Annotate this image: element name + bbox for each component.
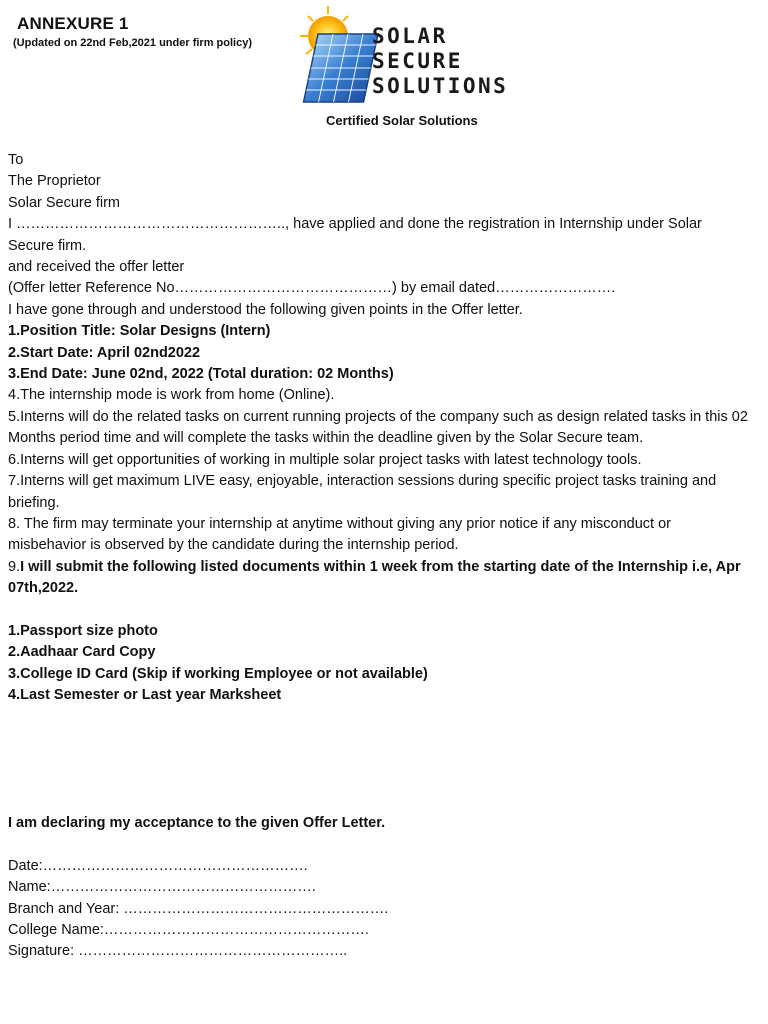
letter-intro: I ……………………………………………….., have applied and done the registration in Internship under Solar Secure firm. — [8, 216, 702, 254]
document-item: 2.Aadhaar Card Copy — [8, 644, 156, 661]
acceptance-declaration: I am declaring my acceptance to the given Offer Letter. — [8, 814, 386, 831]
point9-text: I will submit the following listed documents within 1 week from the starting date of the Internship i.e, Apr 07th,2022. — [8, 558, 741, 597]
letter-firm: Solar Secure firm — [8, 194, 121, 211]
point9-number: 9. — [8, 558, 21, 575]
point-position-title: 1.Position Title: Solar Designs (Intern) — [8, 323, 271, 340]
field-branch-year: Branch and Year: ………………………………………………. — [8, 900, 389, 917]
point-termination: 8. The firm may terminate your internship at anytime without giving any prior notice if any misconduct or misbehavior is observed by the candidate during the internship period. — [8, 515, 671, 554]
point-documents-submission — [8, 557, 750, 600]
field-college-name: College Name:………………………………………………. — [8, 921, 369, 938]
point-end-date: 3.End Date: June 02nd, 2022 (Total duration: 02 Months) — [8, 366, 394, 383]
document-item: 1.Passport size photo — [8, 622, 158, 639]
field-signature: Signature: ……………………………………………….. — [8, 943, 348, 960]
annexure-subtitle: (Updated on 22nd Feb,2021 under firm policy) — [13, 37, 252, 49]
brand-line-3: SOLUTIONS — [372, 74, 509, 98]
point-start-date: 2.Start Date: April 02nd2022 — [8, 344, 201, 361]
field-name: Name:………………………………………………. — [8, 879, 316, 896]
letter-to: To — [8, 152, 24, 168]
letter-body — [8, 150, 750, 963]
document-item: 4.Last Semester or Last year Marksheet — [8, 687, 282, 704]
point-tasks: 5.Interns will do the related tasks on current running projects of the company such as design related tasks in this 02 Months period time and will complete the tasks within the deadline given by the Solar Secure team. — [8, 408, 748, 447]
brand-line-1: SOLAR — [372, 24, 448, 48]
point-opportunities: 6.Interns will get opportunities of working in multiple solar project tasks with latest technology tools. — [8, 451, 642, 468]
company-tagline: Certified Solar Solutions — [326, 113, 478, 128]
annexure-header — [13, 14, 252, 49]
letter-received: and received the offer letter — [8, 259, 185, 276]
letter-understood: I have gone through and understood the following given points in the Offer letter. — [8, 301, 523, 318]
field-date: Date:………………………………………………. — [8, 857, 308, 874]
letter-reference: (Offer letter Reference No………………………………………) by email dated……………………. — [8, 280, 616, 297]
brand-logo-text — [372, 24, 508, 99]
point-sessions: 7.Interns will get maximum LIVE easy, enjoyable, interaction sessions during specific project tasks training and briefing. — [8, 473, 717, 511]
point-internship-mode: 4.The internship mode is work from home (Online). — [8, 387, 335, 404]
brand-line-2: SECURE — [372, 49, 463, 73]
document-item: 3.College ID Card (Skip if working Employee or not available) — [8, 665, 428, 682]
annexure-title: ANNEXURE 1 — [17, 14, 129, 33]
letter-recipient: The Proprietor — [8, 173, 101, 190]
